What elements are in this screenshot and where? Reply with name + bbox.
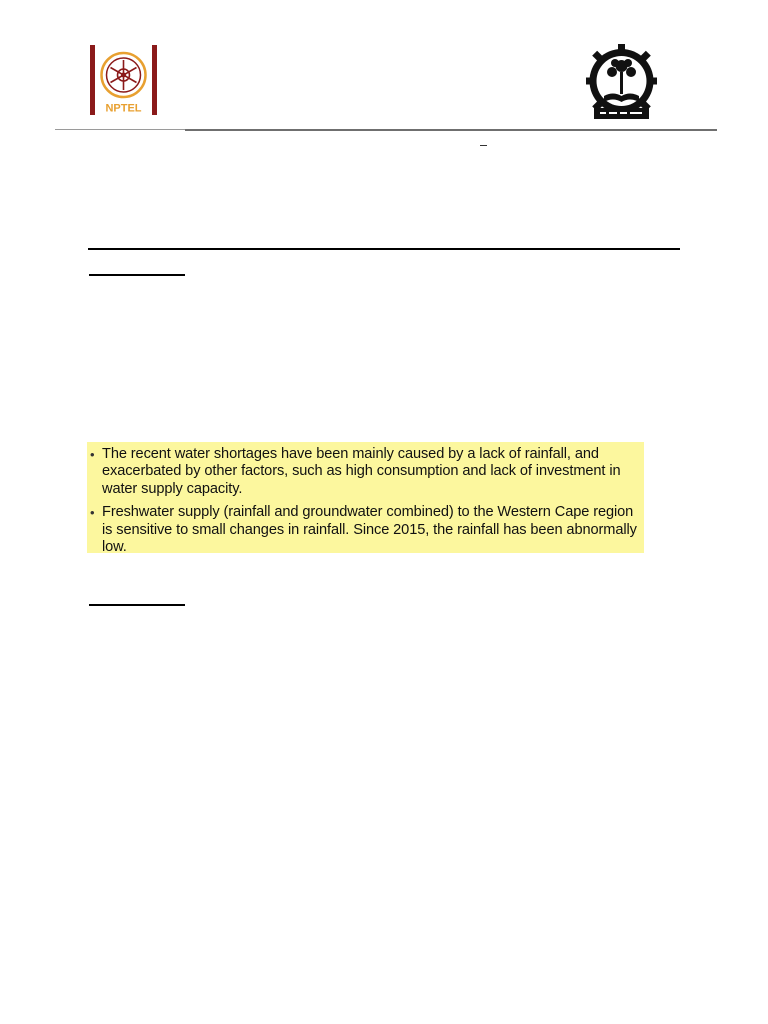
bullet-text: Freshwater supply (rainfall and groundwater combined) to the Western Cape region is sensitive to small changes in rainfall. Since 2015, the rainfall has been abnormally low. bbox=[102, 504, 637, 556]
heading-underline bbox=[89, 274, 185, 276]
text-fragment bbox=[480, 145, 487, 146]
nptel-logo bbox=[90, 45, 157, 115]
bullet-item bbox=[90, 504, 640, 556]
bullet-mark: • bbox=[90, 505, 95, 521]
bullet-item bbox=[90, 446, 640, 498]
heading-underline bbox=[89, 604, 185, 606]
iit-kharagpur-logo bbox=[584, 44, 659, 121]
bullet-text: The recent water shortages have been mainly caused by a lack of rainfall, and exacerbated by other factors, such as high consumption and lack of investment in water supply capacity. bbox=[102, 446, 621, 497]
bullet-mark: • bbox=[90, 447, 95, 462]
header-rule bbox=[185, 129, 717, 131]
highlighted-excerpt bbox=[87, 442, 644, 556]
header-rule-left bbox=[55, 129, 185, 130]
section-divider bbox=[88, 248, 680, 250]
nptel-wordmark: NPTEL bbox=[105, 102, 142, 115]
